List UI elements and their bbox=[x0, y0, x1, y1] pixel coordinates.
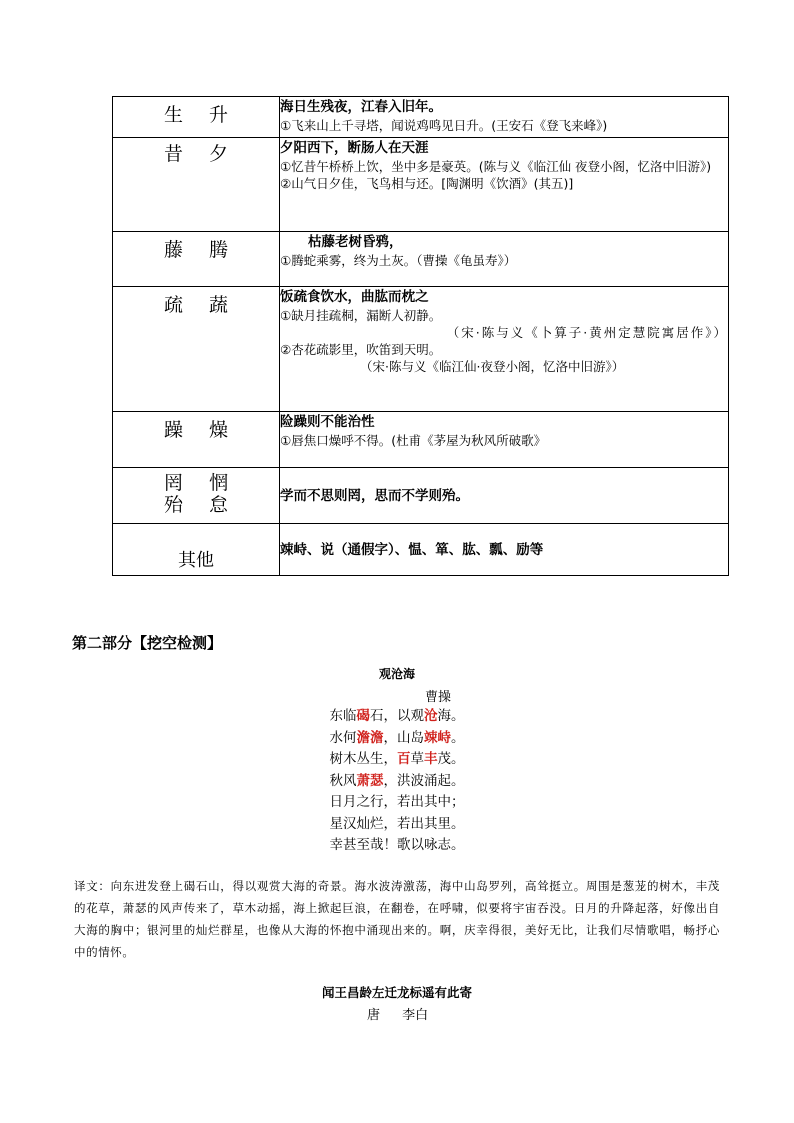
term-cell bbox=[113, 468, 280, 524]
definition-cell bbox=[280, 524, 729, 576]
poem-text: 茂。 bbox=[437, 751, 465, 767]
term-cell bbox=[113, 412, 280, 468]
headline-sentence: 险躁则不能治性 bbox=[280, 414, 375, 430]
term-cell bbox=[113, 287, 280, 412]
poem-text: 。 bbox=[451, 729, 465, 746]
poem-text: 海。 bbox=[437, 708, 465, 724]
poem-line bbox=[0, 835, 794, 857]
poem-line bbox=[0, 728, 794, 750]
example-sentence: ①飞来山上千寻塔，闻说鸡鸣见日升。(王安石《登飞来峰》) bbox=[280, 118, 608, 133]
poem-text: 幸甚至哉！歌以咏志。 bbox=[329, 837, 465, 853]
poem-author: 唐 李白 bbox=[367, 1008, 429, 1023]
poem-text: 水何 bbox=[329, 729, 357, 746]
headline-sentence: 竦峙、说（通假字）、愠、箪、肱、瓢、励等 bbox=[280, 541, 544, 558]
poem-text: 石，以观 bbox=[370, 708, 424, 724]
poem-title: 观沧海 bbox=[378, 667, 415, 681]
poem-line bbox=[0, 706, 794, 728]
poem-text: 草 bbox=[410, 751, 424, 767]
example-sentence: ②山气日夕佳，飞鸟相与还。[陶渊明《饮酒》(其五)] bbox=[280, 176, 574, 191]
poem-line bbox=[0, 814, 794, 836]
poem-text: 树木丛生， bbox=[329, 751, 397, 767]
term-label: 藤腾 bbox=[163, 239, 254, 261]
translation-paragraph: 译文：向东进发登上碣石山，得以观赏大海的奇景。海水波涛激荡，海中山岛罗列，高耸挺立。周围是葱茏的树木，丰茂的花草，萧瑟的风声传来了，草木动摇，海上掀起巨浪，在翻卷，在呼啸，似要将宇宙吞没。日月的升降起落，好像出自大海的胸中；银河里的灿烂群星，也像从大海的怀抱中涌现出来的。啊，庆幸得很，美好无比，让我们尽情歌唱，畅抒心中的情怀。 bbox=[74, 879, 720, 959]
highlighted-character: 沧 bbox=[424, 708, 438, 724]
poem-line bbox=[0, 792, 794, 814]
section-title: 第二部分【挖空检测】 bbox=[72, 634, 223, 652]
highlighted-character: 百 bbox=[397, 751, 411, 767]
example-source: （宋·陈与义《临江仙·夜登小阁，忆洛中旧游》） bbox=[360, 359, 625, 374]
example-source: （宋·陈与义《卜算子·黄州定慧院寓居作》） bbox=[446, 325, 728, 340]
term-cell bbox=[113, 524, 280, 576]
poem-text: 日月之行，若出其中； bbox=[329, 794, 465, 810]
poem-author: 曹操 bbox=[425, 690, 452, 705]
example-sentence: ①唇焦口燥呼不得。(杜甫《茅屋为秋风所破歌》 bbox=[280, 433, 547, 448]
poem-line bbox=[0, 749, 794, 771]
highlighted-character: 竦峙 bbox=[424, 729, 451, 746]
example-sentence: ①忆昔午桥桥上饮，坐中多是豪英。(陈与义《临江仙 夜登小阁，忆洛中旧游》) bbox=[280, 159, 712, 174]
term-label: 殆怠 bbox=[163, 494, 254, 516]
term-label: 罔惘 bbox=[163, 472, 254, 494]
definition-cell bbox=[280, 138, 729, 232]
poem-title: 闻王昌龄左迁龙标遥有此寄 bbox=[321, 985, 472, 1000]
highlighted-character: 萧瑟 bbox=[356, 772, 384, 789]
term-label: 生升 bbox=[163, 104, 254, 126]
poem-text: 东临 bbox=[329, 708, 357, 724]
poem-text: ，山岛 bbox=[383, 729, 424, 746]
highlighted-character: 碣 bbox=[356, 708, 370, 724]
term-label: 躁燥 bbox=[163, 419, 254, 441]
example-sentence: ①腾蛇乘雾，终为土灰。（曹操《龟虽寿》） bbox=[280, 253, 517, 268]
poem-text: 星汉灿烂，若出其里。 bbox=[329, 815, 465, 832]
headline-sentence: 饭疏食饮水，曲肱而枕之 bbox=[280, 289, 429, 305]
headline-sentence: 海日生残夜，江春入旧年。 bbox=[280, 99, 442, 115]
term-cell bbox=[113, 138, 280, 232]
poem-line bbox=[0, 771, 794, 793]
term-cell bbox=[113, 232, 280, 287]
highlighted-character: 澹澹 bbox=[356, 729, 384, 746]
headline-sentence: 夕阳西下，断肠人在天涯 bbox=[280, 140, 429, 156]
headline-sentence: 学而不思则罔，思而不学则殆。 bbox=[280, 487, 469, 504]
term-cell bbox=[113, 97, 280, 138]
headline-sentence: 枯藤老树昏鸦， bbox=[308, 234, 403, 250]
example-sentence: ①缺月挂疏桐，漏断人初静。 bbox=[280, 308, 442, 323]
highlighted-character: 丰 bbox=[424, 751, 438, 767]
poem-text: 秋风 bbox=[329, 772, 357, 789]
definition-cell bbox=[280, 468, 729, 524]
poem-text: ，洪波涌起。 bbox=[383, 772, 465, 789]
poem-body bbox=[0, 706, 794, 857]
definition-cell bbox=[280, 287, 729, 412]
definition-cell bbox=[280, 412, 729, 468]
example-sentence: ②杏花疏影里，吹笛到天明。 bbox=[280, 342, 442, 357]
definition-cell bbox=[280, 97, 729, 138]
vocabulary-table bbox=[112, 96, 729, 576]
term-label: 昔夕 bbox=[163, 143, 254, 165]
term-label: 其他 bbox=[178, 550, 214, 571]
definition-cell bbox=[280, 232, 729, 287]
term-label: 疏蔬 bbox=[163, 294, 254, 316]
